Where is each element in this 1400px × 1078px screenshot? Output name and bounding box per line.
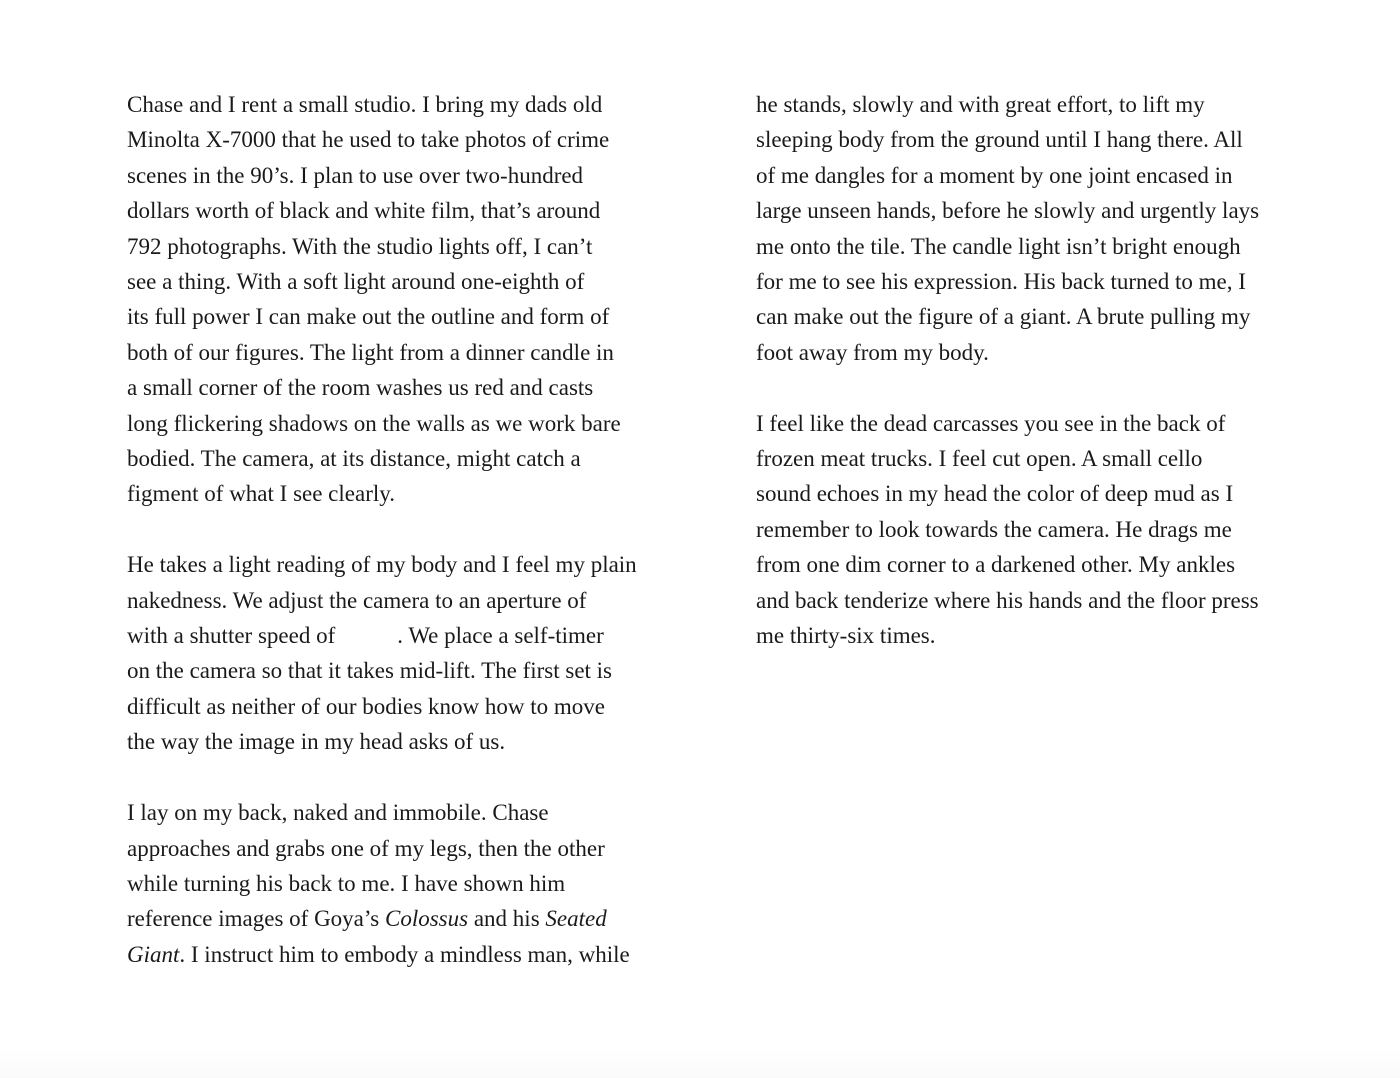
text-line: [127, 937, 687, 972]
text-segment: reference images of Goya’s: [127, 906, 385, 932]
text-line: on the camera so that it takes mid-lift. The first set is: [127, 658, 613, 684]
text-line: me thirty-six times.: [756, 623, 936, 649]
text-line: from one dim corner to a darkened other. My ankles: [756, 552, 1236, 578]
text-line: Chase and I rent a small studio. I bring my dads old: [127, 92, 603, 117]
text-line: figment of what I see clearly.: [127, 481, 396, 507]
text-line: for me to see his expression. His back turned to me, I: [756, 269, 1246, 295]
text-line: both of our figures. The light from a dinner candle in: [127, 339, 614, 365]
text-line: can make out the figure of a giant. A brute pulling my: [756, 304, 1251, 330]
text-line: see a thing. With a soft light around one-eighth of: [127, 269, 585, 295]
text-line: foot away from my body.: [756, 339, 989, 365]
paragraph-lift: [756, 87, 1316, 370]
text-line: me onto the tile. The candle light isn’t bright enough: [756, 233, 1241, 259]
text-line: 792 photographs. With the studio lights off, I can’t: [127, 233, 593, 259]
text-line: its full power I can make out the outline and form of: [127, 304, 610, 330]
text-segment: with a shutter speed of: [127, 623, 336, 649]
text-line: while turning his back to me. I have shown him: [127, 870, 566, 896]
text-line: large unseen hands, before he slowly and urgently lays: [756, 198, 1260, 224]
text-line: a small corner of the room washes us red and casts: [127, 375, 594, 401]
text-line: difficult as neither of our bodies know how to move: [127, 693, 606, 719]
text-line: [127, 901, 687, 936]
text-segment: and his: [468, 906, 546, 932]
paragraph-studio: [127, 87, 687, 512]
text-line: dollars worth of black and white film, that’s around: [127, 198, 601, 224]
text-line: He takes a light reading of my body and I feel my plain: [127, 552, 637, 578]
text-line: I feel like the dead carcasses you see in the back of: [756, 410, 1226, 436]
paragraph-carcasses: [756, 406, 1316, 654]
paragraph-light-reading: [127, 547, 687, 759]
left-column: [127, 87, 687, 1008]
text-line: of me dangles for a moment by one joint encased in: [756, 162, 1233, 188]
text-line: approaches and grabs one of my legs, then the other: [127, 835, 605, 861]
paragraph-goya: [127, 795, 687, 972]
artwork-title-seated: Seated: [545, 906, 607, 932]
text-line: I lay on my back, naked and immobile. Chase: [127, 800, 549, 826]
text-line: the way the image in my head asks of us.: [127, 729, 506, 755]
text-segment: . I instruct him to embody a mindless man, while: [179, 941, 630, 967]
text-line: sleeping body from the ground until I hang there. All: [756, 127, 1243, 153]
text-line: bodied. The camera, at its distance, might catch a: [127, 446, 581, 472]
text-segment: . We place a self-timer: [397, 623, 604, 649]
text-line: scenes in the 90’s. I plan to use over two-hundred: [127, 162, 584, 188]
page-bottom-shade: [0, 1048, 1400, 1078]
text-line: nakedness. We adjust the camera to an aperture of: [127, 587, 587, 613]
text-line: he stands, slowly and with great effort, to lift my: [756, 92, 1205, 117]
text-line: and back tenderize where his hands and the floor press: [756, 587, 1259, 613]
text-line: long flickering shadows on the walls as we work bare: [127, 410, 621, 436]
text-line: frozen meat trucks. I feel cut open. A small cello: [756, 446, 1203, 472]
artwork-title-giant: Giant: [127, 941, 180, 967]
text-line: remember to look towards the camera. He drags me: [756, 516, 1232, 542]
right-column: [756, 87, 1316, 689]
text-line: Minolta X-7000 that he used to take photos of crime: [127, 127, 610, 153]
artwork-title-colossus: Colossus: [385, 906, 469, 932]
text-line: [127, 618, 687, 653]
text-line: sound echoes in my head the color of deep mud as I: [756, 481, 1234, 507]
